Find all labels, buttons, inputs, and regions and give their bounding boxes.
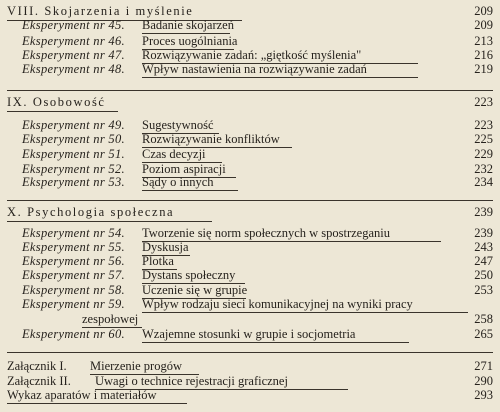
page-number: 209	[474, 18, 493, 32]
section-title: X. Psychologia społeczna	[7, 205, 175, 219]
experiment-label: Eksperyment nr 57.	[22, 268, 125, 282]
experiment-label: Eksperyment nr 47.	[22, 48, 125, 62]
section-rule	[7, 352, 493, 353]
entry-title: Tworzenie się norm społecznych w spostrzeganiu	[142, 226, 391, 240]
page-number: 239	[474, 205, 493, 219]
appendix-title: Uwagi o technice rejestracji graficznej	[95, 374, 288, 388]
page-number: 219	[474, 62, 493, 76]
entry-title: Dystans społeczny	[142, 268, 236, 282]
section-heading	[0, 94, 500, 110]
page-number: 243	[474, 240, 493, 254]
toc-entry	[0, 61, 500, 77]
page-number: 223	[474, 118, 493, 132]
entry-underline	[142, 342, 409, 343]
page-number: 209	[474, 4, 493, 18]
appendix-entry	[0, 387, 500, 403]
entry-title-continued: zespołowej	[82, 312, 139, 326]
page-number: 265	[474, 327, 493, 341]
toc-entry	[0, 296, 500, 312]
experiment-label: Eksperyment nr 46.	[22, 34, 125, 48]
entry-title: Czas decyzji	[142, 147, 206, 161]
toc-entry-continuation	[0, 311, 500, 327]
section-underline	[7, 221, 212, 222]
experiment-label: Eksperyment nr 48.	[22, 62, 125, 76]
experiment-label: Eksperyment nr 54.	[22, 226, 125, 240]
section-rule	[7, 90, 493, 91]
entry-title: Wzajemne stosunki w grupie i socjometria	[142, 327, 356, 341]
appendix-label: Załącznik II.	[7, 374, 71, 388]
entry-title: Plotka	[142, 254, 174, 268]
section-rule	[7, 200, 493, 201]
toc-entry	[0, 326, 500, 342]
page-number: 271	[474, 359, 493, 373]
entry-title: Wpływ rodzaju sieci komunikacyjnej na wyniki pracy	[142, 297, 413, 311]
entry-underline	[142, 77, 418, 78]
section-title: IX. Osobowość	[7, 95, 106, 109]
experiment-label: Eksperyment nr 49.	[22, 118, 125, 132]
experiment-label: Eksperyment nr 58.	[22, 283, 125, 297]
entry-underline	[142, 190, 238, 191]
entry-title: Wpływ nastawienia na rozwiązywanie zadań	[142, 62, 367, 76]
entry-title: Poziom aspiracji	[142, 162, 226, 176]
experiment-label: Eksperyment nr 59.	[22, 297, 125, 311]
page-number: 213	[474, 34, 493, 48]
section-underline	[7, 111, 118, 112]
page-number: 232	[474, 162, 493, 176]
page-number: 216	[474, 48, 493, 62]
entry-title: Rozwiązywanie zadań: „giętkość myślenia"	[142, 48, 362, 62]
appendix-entry	[0, 358, 500, 374]
toc-entry	[0, 267, 500, 283]
experiment-label: Eksperyment nr 53.	[22, 175, 125, 189]
appendix-title: Mierzenie progów	[90, 359, 182, 373]
experiment-label: Eksperyment nr 50.	[22, 132, 125, 146]
page-number: 250	[474, 268, 493, 282]
toc-entry	[0, 174, 500, 190]
page-number: 247	[474, 254, 493, 268]
page-number: 229	[474, 147, 493, 161]
entry-title: Rozwiązywanie konfliktów	[142, 132, 280, 146]
page-number: 223	[474, 95, 493, 109]
section-heading	[0, 204, 500, 220]
page-number: 253	[474, 283, 493, 297]
entry-underline	[7, 403, 187, 404]
experiment-label: Eksperyment nr 52.	[22, 162, 125, 176]
section-title: VIII. Skojarzenia i myślenie	[7, 4, 194, 18]
experiment-label: Eksperyment nr 56.	[22, 254, 125, 268]
appendix-title: Wykaz aparatów i materiałów	[7, 388, 157, 402]
toc-entry	[0, 146, 500, 162]
experiment-label: Eksperyment nr 51.	[22, 147, 125, 161]
experiment-label: Eksperyment nr 60.	[22, 327, 125, 341]
entry-title: Badanie skojarzeń	[142, 18, 234, 32]
entry-title: Dyskusja	[142, 240, 189, 254]
page-number: 258	[474, 312, 493, 326]
toc-entry	[0, 131, 500, 147]
entry-title: Uczenie się w grupie	[142, 283, 248, 297]
toc-entry	[0, 17, 500, 33]
entry-title: Sądy o innych	[142, 175, 214, 189]
experiment-label: Eksperyment nr 55.	[22, 240, 125, 254]
page-number: 234	[474, 175, 493, 189]
page-number: 225	[474, 132, 493, 146]
entry-title: Sugestywność	[142, 118, 214, 132]
page-number: 239	[474, 226, 493, 240]
entry-title: Proces uogólniania	[142, 34, 238, 48]
experiment-label: Eksperyment nr 45.	[22, 18, 125, 32]
page-number: 290	[474, 374, 493, 388]
appendix-label: Załącznik I.	[7, 359, 67, 373]
page-number: 293	[474, 388, 493, 402]
